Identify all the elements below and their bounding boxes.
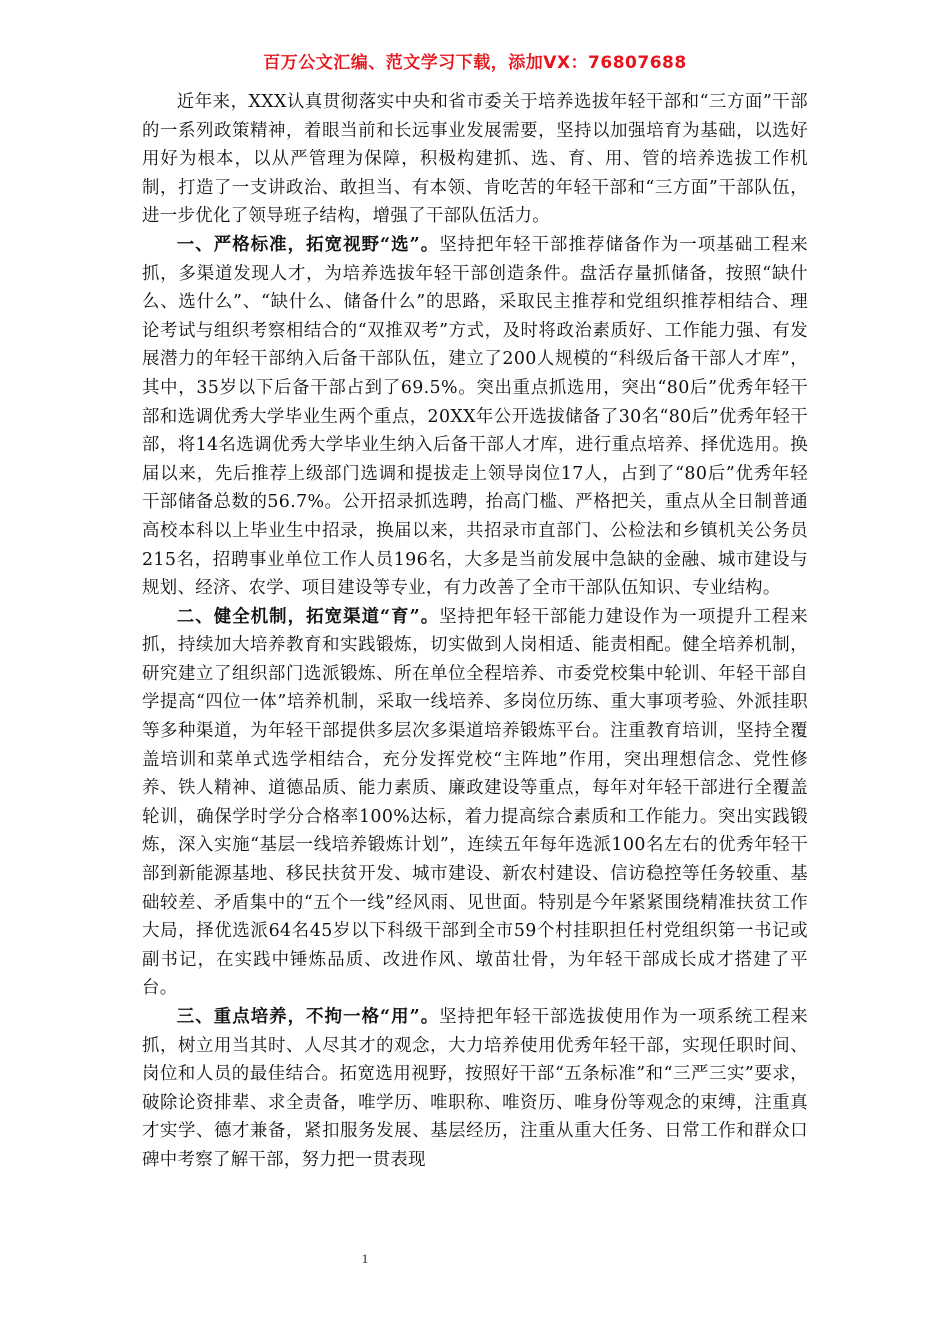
section-paragraph-2 <box>142 603 808 1003</box>
section-body-3: 坚持把年轻干部选拔使用作为一项系统工程来抓，树立用当其时、人尽其才的观念，大力培养使用优秀年轻干部，实现任职时间、岗位和人员的最佳结合。拓宽选用视野，按照好干部“五条标准”和“三严三实”要求，破除论资排辈、求全责备，唯学历、唯职称、唯资历、唯身份等观念的束缚，注重真才实学、德才兼备，紧扣服务发展、基层经历，注重从重大任务、日常工作和群众口碑中考察了解干部，努力把一贯表现 <box>142 1007 808 1170</box>
section-heading-2: 二、健全机制，拓宽渠道“育”。 <box>176 606 440 627</box>
document-body <box>142 88 808 1175</box>
section-body-1: 坚持把年轻干部推荐储备作为一项基础工程来抓，多渠道发现人才，为培养选拔年轻干部创造条件。盘活存量抓储备，按照“缺什么、选什么”、“缺什么、储备什么”的思路，采取民主推荐和党组织推荐相结合、理论考试与组织考察相结合的“双推双考”方式，及时将政治素质好、工作能力强、有发展潜力的年轻干部纳入后备干部队伍，建立了200人规模的“科级后备干部人才库”，其中，35岁以下后备干部占到了69.5%。突出重点抓选用，突出“80后”优秀年轻干部和选调优秀大学毕业生两个重点，20XX年公开选拔储备了30名“80后”优秀年轻干部，将14名选调优秀大学毕业生纳入后备干部人才库，进行重点培养、择优选用。换届以来，先后推荐上级部门选调和提拔走上领导岗位17人，占到了“80后”优秀年轻干部储备总数的56.7%。公开招录抓选聘，抬高门槛、严格把关，重点从全日制普通高校本科以上毕业生中招录，换届以来，共招录市直部门、公检法和乡镇机关公务员215名，招聘事业单位工作人员196名，大多是当前发展中急缺的金融、城市建设与规划、经济、农学、项目建设等专业，有力改善了全市干部队伍知识、专业结构。 <box>142 234 808 599</box>
section-paragraph-3 <box>142 1003 808 1175</box>
header-banner: 百万公文汇编、范文学习下载，添加VX：76807688 <box>263 53 687 73</box>
section-heading-1: 一、严格标准，拓宽视野“选”。 <box>176 234 440 255</box>
section-paragraph-1 <box>142 231 808 603</box>
section-body-2: 坚持把年轻干部能力建设作为一项提升工程来抓，持续加大培养教育和实践锻炼，切实做到人岗相适、能责相配。健全培养机制，研究建立了组织部门选派锻炼、所在单位全程培养、市委党校集中轮训、年轻干部自学提高“四位一体”培养机制，采取一线培养、多岗位历练、重大事项考验、外派挂职等多种渠道，为年轻干部提供多层次多渠道培养锻炼平台。注重教育培训，坚持全覆盖培训和菜单式选学相结合，充分发挥党校“主阵地”作用，突出理想信念、党性修养、铁人精神、道德品质、能力素质、廉政建设等重点，每年对年轻干部进行全覆盖轮训，确保学时学分合格率100%达标，着力提高综合素质和工作能力。突出实践锻炼，深入实施“基层一线培养锻炼计划”，连续五年每年选派100名左右的优秀年轻干部到新能源基地、移民扶贫开发、城市建设、新农村建设、信访稳控等任务较重、基础较差、矛盾集中的“五个一线”经风雨、见世面。特别是今年紧紧围绕精准扶贫工作大局，择优选派64名45岁以下科级干部到全市59个村挂职担任村党组织第一书记或副书记，在实践中锤炼品质、改进作风、墩苗壮骨，为年轻干部成长成才搭建了平台。 <box>142 606 808 999</box>
page-number: 1 <box>361 1251 369 1266</box>
section-heading-3: 三、重点培养，不拘一格“用”。 <box>176 1007 440 1027</box>
intro-paragraph: 近年来，XXX认真贯彻落实中央和省市委关于培养选拔年轻干部和“三方面”干部的一系列政策精神，着眼当前和长远事业发展需要，坚持以加强培育为基础，以选好用好为根本，以从严管理为保障，积极构建抓、选、育、用、管的培养选拔工作机制，打造了一支讲政治、敢担当、有本领、肯吃苦的年轻干部和“三方面”干部队伍，进一步优化了领导班子结构，增强了干部队伍活力。 <box>142 92 808 227</box>
